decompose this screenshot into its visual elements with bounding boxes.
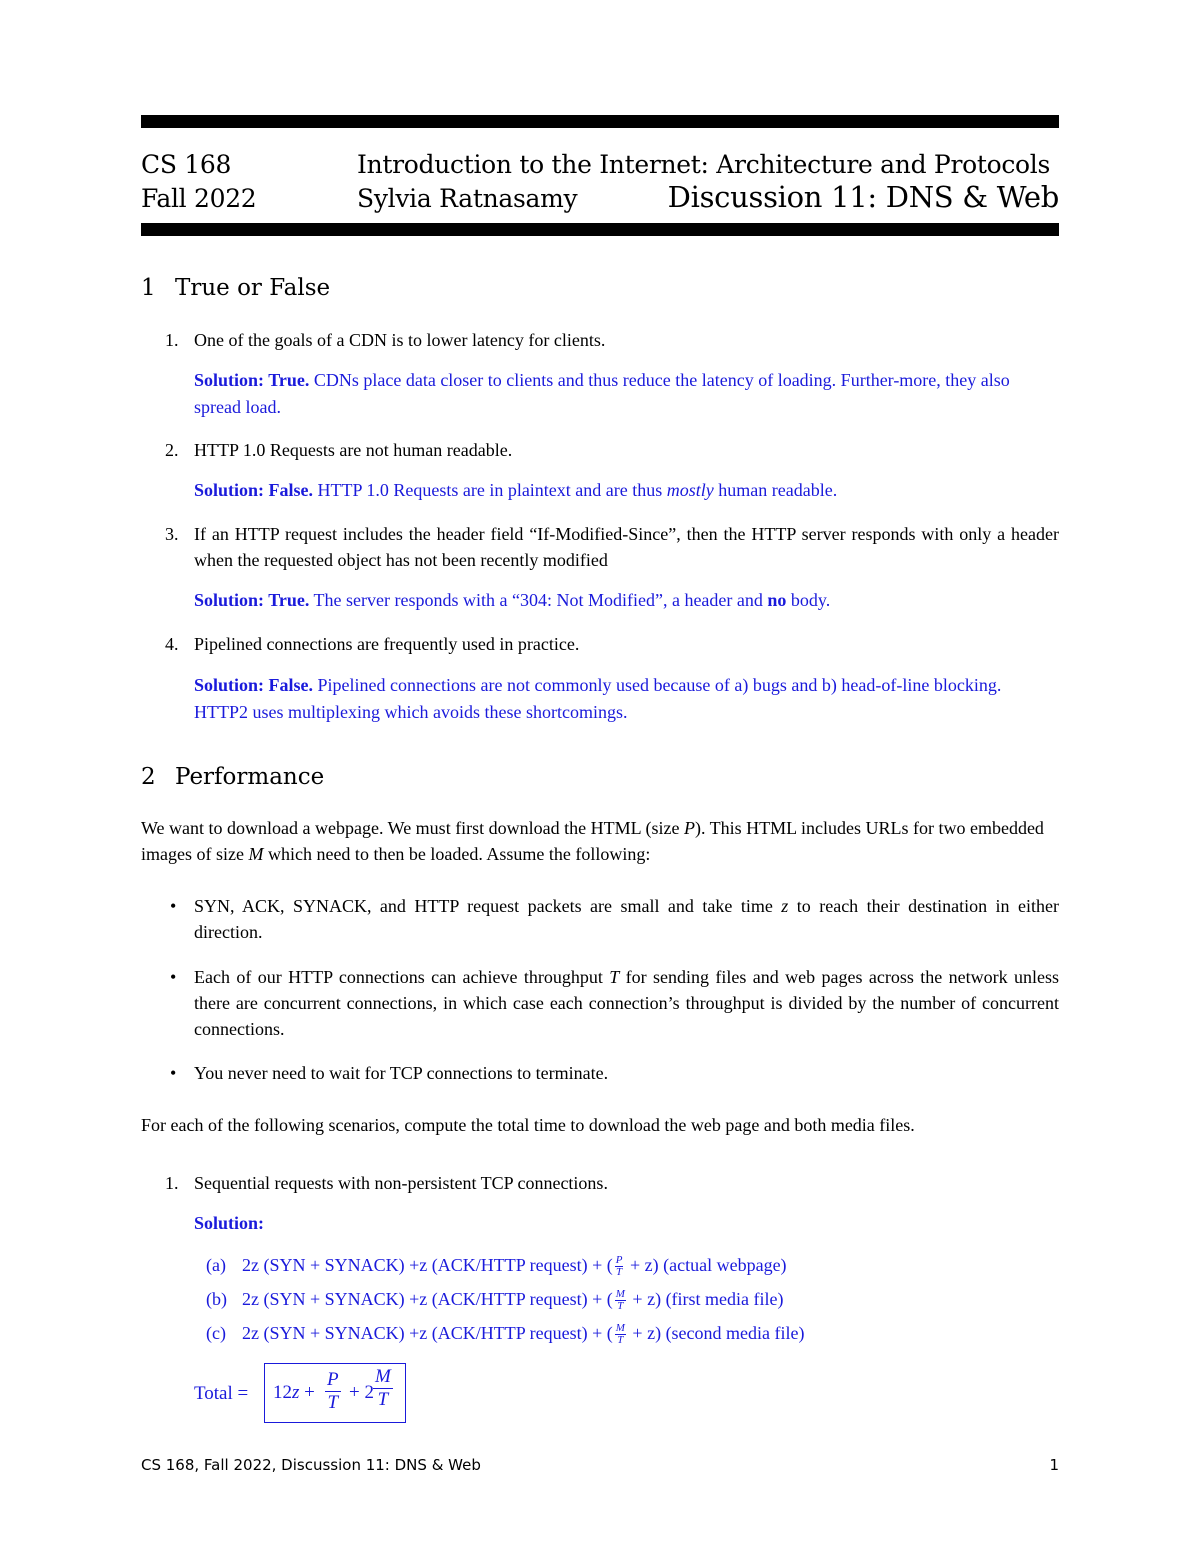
var-P: P bbox=[683, 818, 695, 838]
denominator: T bbox=[616, 1266, 623, 1279]
question-text: Pipelined connections are frequently used in practice. bbox=[194, 634, 580, 654]
step-prefix: 2z (SYN + SYNACK) +z (ACK/HTTP request) + ( bbox=[242, 1289, 613, 1309]
section-2-heading bbox=[141, 764, 324, 790]
instructor: Sylvia Ratnasamy bbox=[357, 184, 578, 213]
total-box bbox=[264, 1363, 406, 1423]
scenarios-intro: For each of the following scenarios, compute the total time to download the web page and both media files. bbox=[141, 1115, 915, 1135]
solution-text: Pipelined connections are not commonly used because of a) bugs and b) head-of-line blocking. HTTP2 uses multiplexing which avoids these shortcomings. bbox=[194, 675, 1002, 722]
intro-text: We want to download a webpage. We must first download the HTML (size bbox=[141, 818, 684, 838]
solution-1-4 bbox=[194, 672, 1059, 726]
var-T: T bbox=[609, 967, 620, 987]
header-bottom-rule bbox=[141, 223, 1059, 236]
step-mid: + z) bbox=[625, 1255, 659, 1275]
solution-emphasis: mostly bbox=[666, 480, 714, 500]
bullet-text: SYN, ACK, SYNACK, and HTTP request packets are small and take time bbox=[194, 896, 782, 916]
course-title: Introduction to the Internet: Architecture and Protocols bbox=[357, 150, 1051, 179]
step-desc: (first media file) bbox=[665, 1289, 784, 1309]
total-fraction-M: M T bbox=[375, 1366, 391, 1410]
solution-1-3 bbox=[194, 587, 1059, 614]
discussion-title: Discussion 11: DNS & Web bbox=[667, 180, 1059, 214]
section-title: Performance bbox=[175, 764, 325, 790]
question-2-1 bbox=[165, 1170, 1059, 1196]
total-fraction-P: P T bbox=[327, 1369, 339, 1413]
fraction bbox=[615, 1289, 626, 1312]
solution-1-2 bbox=[194, 477, 1059, 504]
solution-text: The server responds with a “304: Not Modified”, a header and bbox=[313, 590, 768, 610]
assumption-bullet bbox=[170, 893, 1059, 945]
question-1-1 bbox=[165, 327, 1059, 353]
solution-label: Solution: bbox=[194, 1213, 265, 1233]
section-number: 1 bbox=[141, 275, 156, 301]
question-text: One of the goals of a CDN is to lower latency for clients. bbox=[194, 330, 606, 350]
fraction bbox=[615, 1323, 626, 1346]
solution-text-end: human readable. bbox=[713, 480, 838, 500]
question-1-3 bbox=[165, 521, 1059, 573]
solution-label: Solution: False. bbox=[194, 480, 314, 500]
question-text: Sequential requests with non-persistent TCP connections. bbox=[194, 1173, 608, 1193]
solution-label: Solution: False. bbox=[194, 675, 314, 695]
intro-text: which need to then be loaded. Assume the following: bbox=[263, 844, 651, 864]
fraction bbox=[615, 1255, 624, 1278]
step-prefix: 2z (SYN + SYNACK) +z (ACK/HTTP request) + ( bbox=[242, 1323, 613, 1343]
term: Fall 2022 bbox=[141, 184, 257, 213]
total-term-plus2: + 2 bbox=[349, 1382, 374, 1403]
step-label: (a) bbox=[206, 1255, 226, 1275]
solution-step bbox=[206, 1252, 787, 1279]
solution-step bbox=[206, 1286, 784, 1313]
bullet-marker: • bbox=[170, 1063, 177, 1083]
bullet-marker: • bbox=[170, 896, 177, 916]
numerator: M bbox=[615, 1288, 625, 1301]
question-1-4 bbox=[165, 631, 1059, 657]
question-text: HTTP 1.0 Requests are not human readable. bbox=[194, 440, 513, 460]
solution-1-1 bbox=[194, 367, 1059, 421]
section-number: 2 bbox=[141, 764, 156, 790]
step-label: (c) bbox=[206, 1323, 226, 1343]
step-mid: + z) bbox=[627, 1289, 662, 1309]
bullet-text: You never need to wait for TCP connections to terminate. bbox=[194, 1063, 609, 1083]
numerator: P bbox=[615, 1254, 623, 1267]
step-label: (b) bbox=[206, 1289, 227, 1309]
solution-text: HTTP 1.0 Requests are in plaintext and are thus bbox=[317, 480, 667, 500]
step-desc: (actual webpage) bbox=[663, 1255, 787, 1275]
solution-text: CDNs place data closer to clients and thus reduce the latency of loading. Further-more, they also spread load. bbox=[194, 370, 1010, 417]
header-top-rule bbox=[141, 115, 1059, 128]
page-number: 1 bbox=[1049, 1456, 1059, 1474]
solution-2-1-label bbox=[194, 1210, 1059, 1237]
solution-label: Solution: True. bbox=[194, 370, 310, 390]
course-code: CS 168 bbox=[141, 150, 232, 179]
numerator: M bbox=[615, 1322, 625, 1335]
section-title: True or False bbox=[175, 275, 331, 301]
solution-label: Solution: True. bbox=[194, 590, 310, 610]
question-text: If an HTTP request includes the header field “If-Modified-Since”, then the HTTP server responds with only a header when the requested object has not been recently modified bbox=[194, 524, 1059, 570]
bullet-text: to reach their destination in either direction. bbox=[194, 896, 1059, 942]
step-prefix: 2z (SYN + SYNACK) +z (ACK/HTTP request) + ( bbox=[242, 1255, 613, 1275]
assumption-bullet bbox=[170, 964, 1059, 1042]
section-1-heading bbox=[141, 275, 330, 301]
performance-intro bbox=[141, 815, 1059, 867]
denominator: T bbox=[617, 1334, 624, 1347]
solution-text-end: body. bbox=[786, 590, 831, 610]
question-number: 1. bbox=[165, 330, 179, 350]
question-number: 3. bbox=[165, 524, 179, 544]
solution-step bbox=[206, 1320, 805, 1347]
question-number: 1. bbox=[165, 1173, 179, 1193]
footer-text: CS 168, Fall 2022, Discussion 11: DNS & Web bbox=[141, 1456, 481, 1474]
question-1-2 bbox=[165, 437, 1059, 463]
denominator: T bbox=[617, 1300, 624, 1313]
solution-strong: no bbox=[767, 590, 787, 610]
question-number: 4. bbox=[165, 634, 179, 654]
total-label: Total = bbox=[194, 1383, 249, 1404]
question-number: 2. bbox=[165, 440, 179, 460]
intro-text: ). This HTML includes URLs for two embedded images of size bbox=[141, 818, 1044, 864]
var-M: M bbox=[248, 844, 264, 864]
bullet-text: for sending files and web pages across the network unless there are concurrent connections, in which case each connection’s throughput is divided by the number of concurrent connections. bbox=[194, 967, 1059, 1039]
step-desc: (second media file) bbox=[665, 1323, 805, 1343]
var-z: z bbox=[781, 896, 789, 916]
assumption-bullet bbox=[170, 1060, 1059, 1086]
total-term-12z: 12z + bbox=[273, 1382, 315, 1403]
bullet-text: Each of our HTTP connections can achieve throughput bbox=[194, 967, 610, 987]
step-mid: + z) bbox=[627, 1323, 662, 1343]
bullet-marker: • bbox=[170, 967, 177, 987]
